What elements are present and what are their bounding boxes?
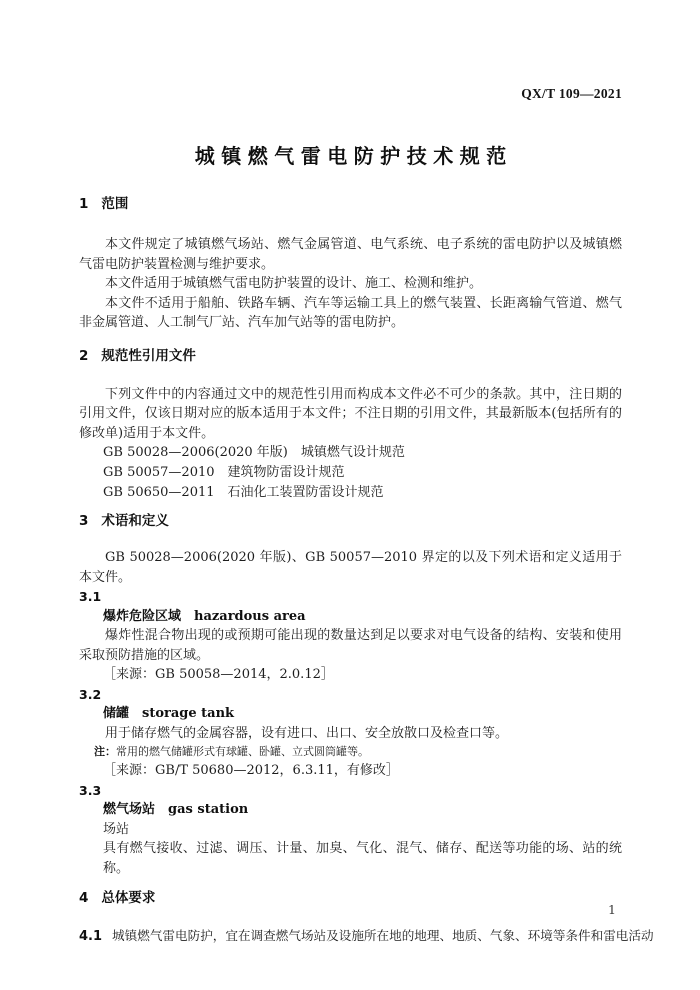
section-references-heading — [79, 346, 622, 366]
section-title: 范围 — [101, 196, 129, 212]
scope-paragraph: 本文件适用于城镇燃气雷电防护装置的设计、施工、检测和维护。 — [105, 276, 483, 291]
section-title: 规范性引用文件 — [101, 347, 196, 364]
term-id: 3.2 — [79, 686, 102, 702]
term-en: gas station — [168, 802, 249, 817]
reference-item: GB 50028—2006(2020 年版) 城镇燃气设计规范 — [103, 445, 405, 460]
term-heading — [103, 704, 622, 724]
scope-paragraph: 本文件不适用于船舶、铁路车辆、汽车等运输工具上的燃气装置、长距离输气管道、燃气非金属管道、人工制气厂站、汽车加气站等的雷电防护。 — [79, 295, 622, 330]
clause-text: 城镇燃气雷电防护，宜在调查燃气场站及设施所在地的地理、地质、气象、环境等条件和雷电活动 — [112, 928, 654, 943]
section-general-heading — [79, 888, 622, 908]
term-id: 3.1 — [79, 589, 102, 604]
term-entry-3-3 — [79, 781, 622, 879]
section-number: 3 — [79, 513, 89, 529]
document-title: 城镇燃气雷电防护技术规范 — [194, 144, 513, 168]
term-definition: 具有燃气接收、过滤、调压、计量、加臭、气化、混气、储存、配送等功能的场、站的统称。 — [103, 841, 622, 876]
term-zh: 爆炸危险区域 — [103, 608, 182, 624]
reference-item: GB 50057—2010 建筑物防雷设计规范 — [103, 465, 345, 480]
doc-number: QX/T 109—2021 — [521, 86, 622, 101]
clause-number: 4.1 — [79, 929, 103, 944]
term-en: storage tank — [142, 706, 235, 721]
reference-item: GB 50650—2011 石油化工装置防雷设计规范 — [103, 485, 384, 500]
term-en: hazardous area — [194, 608, 306, 624]
page-number: 1 — [608, 902, 616, 917]
section-title: 术语和定义 — [101, 513, 169, 529]
section-scope — [79, 194, 622, 333]
term-heading — [103, 607, 622, 627]
section-references — [79, 346, 622, 504]
term-source: ［来源：GB 50058—2014，2.0.12］ — [103, 667, 334, 682]
section-terms — [79, 511, 622, 878]
term-heading — [103, 800, 622, 820]
note-label: 注： — [94, 745, 116, 758]
term-entry-3-2 — [79, 685, 622, 781]
scope-paragraph: 本文件规定了城镇燃气场站、燃气金属管道、电气系统、电子系统的雷电防护以及城镇燃气雷电防护装置检测与维护要求。 — [79, 237, 622, 272]
term-note — [94, 743, 622, 761]
terms-intro: GB 50028—2006(2020 年版)、GB 50057—2010 界定的以及下列术语和定义适用于本文件。 — [79, 550, 622, 585]
term-zh: 储罐 — [103, 706, 130, 721]
term-source: ［来源：GB/T 50680—2012，6.3.11，有修改］ — [103, 763, 399, 778]
term-zh: 燃气场站 — [103, 802, 156, 817]
term-entry-3-1 — [79, 587, 622, 685]
section-number: 2 — [79, 347, 89, 364]
section-scope-heading — [79, 194, 622, 214]
term-definition: 爆炸性混合物出现的或预期可能出现的数量达到足以要求对电气设备的结构、安装和使用采取预防措施的区域。 — [79, 628, 622, 663]
section-number: 1 — [79, 196, 89, 212]
clause-4-1 — [79, 926, 654, 947]
section-number: 4 — [79, 890, 89, 906]
term-definition: 用于储存燃气的金属容器，设有进口、出口、安全放散口及检查口等。 — [105, 725, 509, 741]
section-terms-heading — [79, 511, 622, 531]
term-alias: 场站 — [103, 821, 130, 837]
page-content — [79, 0, 654, 947]
references-intro: 下列文件中的内容通过文中的规范性引用而构成本文件必不可少的条款。其中，注日期的引用文件，仅该日期对应的版本适用于本文件；不注日期的引用文件，其最新版本(包括所有的修改单)适用于本文件。 — [79, 386, 622, 441]
section-general — [79, 888, 654, 947]
section-title: 总体要求 — [101, 890, 156, 906]
note-text: 常用的燃气储罐形式有球罐、卧罐、立式圆筒罐等。 — [116, 745, 369, 758]
term-id: 3.3 — [79, 782, 102, 798]
